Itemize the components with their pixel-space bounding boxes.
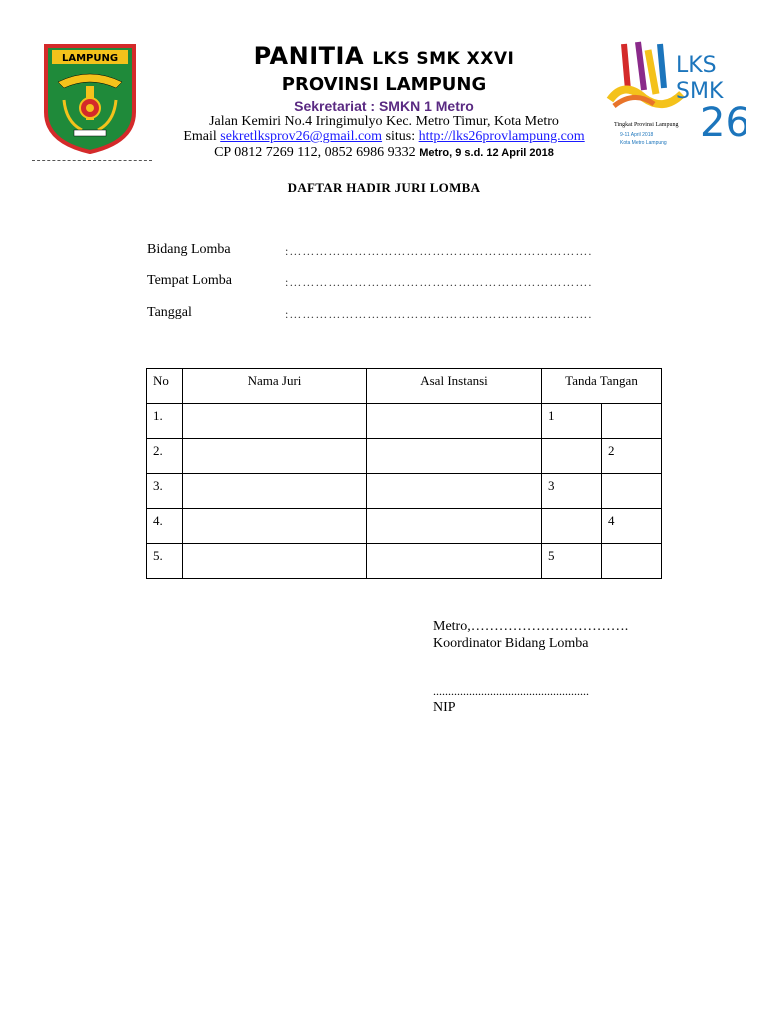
svg-text:Kota Metro Lampung: Kota Metro Lampung bbox=[620, 140, 667, 146]
contact-phone: CP 0812 7269 112, 0852 6986 9332 bbox=[214, 145, 416, 160]
table-row bbox=[147, 544, 662, 579]
row-sig-left[interactable]: 1 bbox=[542, 404, 602, 439]
row-no: 2. bbox=[147, 439, 183, 474]
signature-role: Koordinator Bidang Lomba bbox=[433, 636, 589, 651]
email-link[interactable]: sekretlksprov26@gmail.com bbox=[220, 129, 383, 144]
site-label: situs: bbox=[385, 129, 416, 144]
svg-text:SMK: SMK bbox=[676, 79, 724, 104]
header-no: No bbox=[147, 369, 183, 404]
header-asal-instansi: Asal Instansi bbox=[367, 369, 542, 404]
attendance-table bbox=[146, 368, 662, 579]
site-link[interactable]: http://lks26provlampung.com bbox=[418, 129, 585, 144]
document-title: DAFTAR HADIR JURI LOMBA bbox=[287, 180, 481, 195]
row-nama-cell[interactable] bbox=[183, 474, 367, 509]
header-title-main: PANITIA bbox=[253, 42, 365, 70]
field-bidang-lomba-label: Bidang Lomba bbox=[147, 242, 231, 257]
field-tanggal-label: Tanggal bbox=[147, 305, 192, 320]
table-row bbox=[147, 439, 662, 474]
field-tanggal-input[interactable]: :……………………………………………………………. bbox=[285, 307, 593, 321]
signature-place-date[interactable]: Metro,……………………………. bbox=[433, 619, 629, 634]
email-label: Email bbox=[183, 129, 217, 144]
field-bidang-lomba-input[interactable]: :……………………………………………………………. bbox=[285, 244, 593, 258]
row-sig-left[interactable] bbox=[542, 439, 602, 474]
header-secretariat: Sekretariat : SMKN 1 Metro bbox=[294, 98, 474, 114]
header-nama-juri: Nama Juri bbox=[183, 369, 367, 404]
row-sig-left[interactable] bbox=[542, 509, 602, 544]
row-asal-cell[interactable] bbox=[367, 404, 542, 439]
row-no: 4. bbox=[147, 509, 183, 544]
header-tanda-tangan: Tanda Tangan bbox=[542, 369, 662, 404]
field-tempat-lomba-label: Tempat Lomba bbox=[147, 273, 232, 288]
svg-text:26: 26 bbox=[700, 100, 746, 146]
row-sig-left[interactable]: 3 bbox=[542, 474, 602, 509]
header-divider bbox=[32, 160, 152, 161]
row-sig-right[interactable]: 4 bbox=[602, 509, 662, 544]
svg-text:LKS: LKS bbox=[676, 53, 717, 78]
table-row bbox=[147, 474, 662, 509]
header-address: Jalan Kemiri No.4 Iringimulyo Kec. Metro Timur, Kota Metro bbox=[209, 114, 559, 129]
header-title bbox=[0, 42, 768, 70]
svg-text:Tingkat Provinsi Lampung: Tingkat Provinsi Lampung bbox=[614, 122, 679, 128]
row-sig-right[interactable] bbox=[602, 544, 662, 579]
svg-text:9-11 April 2018: 9-11 April 2018 bbox=[620, 132, 654, 138]
row-no: 1. bbox=[147, 404, 183, 439]
event-date-range: Metro, 9 s.d. 12 April 2018 bbox=[419, 147, 554, 159]
row-nama-cell[interactable] bbox=[183, 404, 367, 439]
row-asal-cell[interactable] bbox=[367, 439, 542, 474]
row-asal-cell[interactable] bbox=[367, 474, 542, 509]
row-nama-cell[interactable] bbox=[183, 544, 367, 579]
row-no: 3. bbox=[147, 474, 183, 509]
header-contact-line bbox=[0, 129, 768, 145]
row-nama-cell[interactable] bbox=[183, 509, 367, 544]
row-no: 5. bbox=[147, 544, 183, 579]
row-sig-right[interactable]: 2 bbox=[602, 439, 662, 474]
row-sig-right[interactable] bbox=[602, 404, 662, 439]
header-phone-line bbox=[0, 145, 768, 161]
signature-line[interactable]: .................................................... bbox=[433, 684, 589, 698]
row-sig-right[interactable] bbox=[602, 474, 662, 509]
table-header-row bbox=[147, 369, 662, 404]
table-row bbox=[147, 404, 662, 439]
header-title-event: LKS SMK XXVI bbox=[372, 49, 515, 69]
header-subtitle: PROVINSI LAMPUNG bbox=[281, 74, 487, 95]
row-sig-left[interactable]: 5 bbox=[542, 544, 602, 579]
signature-nip: NIP bbox=[433, 700, 456, 715]
row-nama-cell[interactable] bbox=[183, 439, 367, 474]
svg-text:LAMPUNG: LAMPUNG bbox=[61, 53, 119, 64]
field-tempat-lomba-input[interactable]: :……………………………………………………………. bbox=[285, 275, 593, 289]
row-asal-cell[interactable] bbox=[367, 544, 542, 579]
table-row bbox=[147, 509, 662, 544]
row-asal-cell[interactable] bbox=[367, 509, 542, 544]
